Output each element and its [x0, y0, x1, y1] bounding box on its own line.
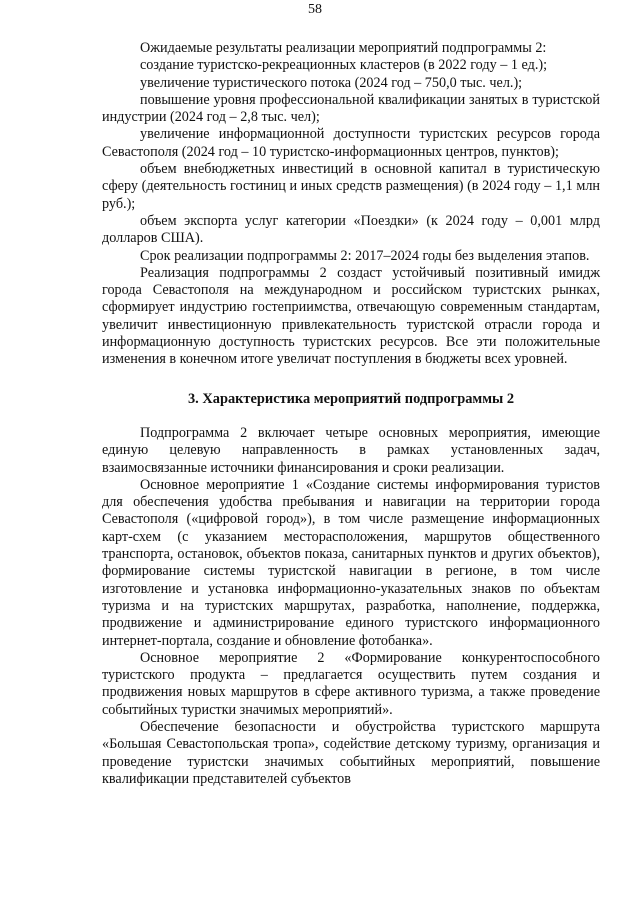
paragraph-overview: Подпрограмма 2 включает четыре основных мероприятия, имеющие единую целевую направленность в рамках установленных задач, взаимосвязанные источники финансирования и сроки реализации. — [102, 424, 600, 476]
paragraph-implementation: Реализация подпрограммы 2 создаст устойчивый позитивный имидж города Севастополя на международном и российском туристских рынках, сформирует индустрию гостеприимства, отвечающую современным стандартам, увеличит инвестиционную привлекательность туристской отрасли города и информационную доступность туристских ресурсов. Все эти положительные изменения в конечном итоге увеличат поступления в бюджеты всех уровней. — [102, 264, 600, 368]
paragraph-measure-2: Основное мероприятие 2 «Формирование конкурентоспособного туристского продукта – предлагается осуществить путем создания и продвижения новых маршрутов в сфере активного туризма, а также проведение событийных туристки значимых мероприятий». — [102, 649, 600, 718]
paragraph-clusters: создание туристско-рекреационных кластеров (в 2022 году – 1 ед.); — [140, 57, 548, 74]
paragraph-tourist-flow: увеличение туристического потока (2024 год – 750,0 тыс. чел.); — [140, 74, 523, 91]
page-number: 58 — [308, 2, 322, 17]
paragraph-timeline: Срок реализации подпрограммы 2: 2017–2024 годы без выделения этапов. — [140, 247, 590, 264]
paragraph-qualification: повышение уровня профессиональной квалификации занятых в туристской индустрии (2024 год – 2,8 тыс. чел); — [102, 91, 600, 126]
paragraph-info-availability: увеличение информационной доступности туристских ресурсов города Севастополя (2024 год – 10 туристско-информационных центров, пунктов); — [102, 126, 600, 160]
paragraph-export: объем экспорта услуг категории «Поездки» (к 2024 году – 0,001 млрд долларов США). — [102, 212, 600, 247]
paragraph-expected-results: Ожидаемые результаты реализации мероприятий подпрограммы 2: — [140, 40, 547, 56]
document-body — [102, 40, 600, 788]
section-title: 3. Характеристика мероприятий подпрограммы 2 — [187, 390, 515, 407]
paragraph-investments: объем внебюджетных инвестиций в основной капитал в туристическую сферу (деятельность гостиниц и иных средств размещения) (в 2024 году – 1,1 млн руб.); — [102, 161, 600, 212]
paragraph-safety: Обеспечение безопасности и обустройства туристского маршрута «Большая Севастопольская тропа», содействие детскому туризму, организация и проведение туристски значимых событийных мероприятий, повышение квалификации представителей субъектов — [102, 718, 600, 787]
paragraph-measure-1: Основное мероприятие 1 «Создание системы информирования туристов для обеспечения удобства пребывания и навигации на территории города Севастополя («цифровой город»), в том числе размещение информационных карт-схем (с указанием месторасположения, маршрутов общественного транспорта, остановок, объектов показа, санитарных пунктов и других объектов), формирование системы туристской навигации в регионе, в том числе изготовление и установка информационно-указательных знаков по объектам туризма и на туристских маршрутах, разработка, наполнение, поддержка, продвижение и администрирование единого туристского информационного интернет-портала, создание и обновление фотобанка». — [102, 476, 600, 649]
